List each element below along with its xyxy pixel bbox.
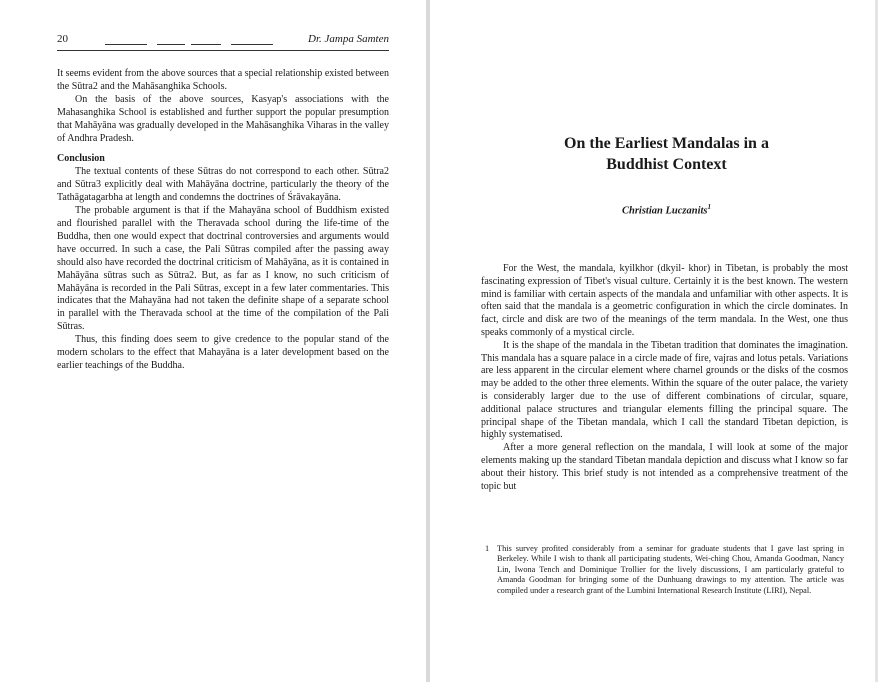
header-rule-segment [157,44,185,45]
paragraph: It is the shape of the mandala in the Tibetan tradition that dominates the imagination. This mandala has a square palace in a circle made of fire, vajras and lotus petals. Variations are less apparent in the circular element where charnel grounds or the disks of the cosmos may be added to the other three elements. Within the square of the outer palace, the variety is considerably larger due to the use of different combinations of circular, square, additional palace structures and triangular elements filling the principal square. The principal shape of the Tibetan mandala, which I call the standard Tibetan depiction, is highly systematised. [481,339,848,441]
header-rule-segment [191,44,221,45]
title-line: Buddhist Context [606,156,727,173]
author-name: Christian Luczanits [622,205,708,217]
left-page [0,0,426,682]
header-rule-segment [231,44,273,45]
article-title [488,133,845,175]
paragraph: The probable argument is that if the Mahayāna school of Buddhism existed and flourished parallel with the Theravada school during the life-time of the Buddha, then one would expect that doctrinal controversies and arguments would have occurred. In such a case, the Pali Sūtras compiled after the passing away should also have recorded the doctrinal criticism of Mahāyāna, as it is contained in Mahāyāna sūtras such as Sūtra2. But, as far as I know, no such criticism of Mahāyāna is recorded in the Pali Sūtras, except in a few later commentaries. This indicates that the Mahayāna had not taken the definite shape of a separate school in parallel with the Theravada school at the time of the compilation of the Pali Sūtras. [57,205,389,333]
paragraph: The textual contents of these Sūtras do not correspond to each other. Sūtra2 and Sūtra3 explicitly deal with Mahāyāna doctrine, particularly the theory of the Tathāgatagarbha at length and condemns the doctrines of Śrāvakayāna. [57,166,389,204]
section-heading: Conclusion [57,153,105,165]
header-divider [57,50,389,51]
article-author [488,203,845,217]
left-body-text [57,68,389,373]
right-body-text [481,263,848,493]
running-head: Dr. Jampa Samten [308,33,389,45]
paragraph: It seems evident from the above sources that a special relationship existed between the Sūtra2 and the Mahāsanghika Schools. [57,68,389,92]
paragraph: For the West, the mandala, kyilkhor (dkyil- khor) in Tibetan, is probably the most fascinating expression of Tibet's visual culture. Certainly it is the best known. The western mind is familiar with certain aspects of the mandala and unfamiliar with other aspects. It is often said that the mandala is a geometric configuration in which the circle dominates. In fact, circle and disk are two of the meanings of the term mandala. In the West, one thus speaks commonly of a mystical circle. [481,263,848,338]
paragraph: After a more general reflection on the mandala, I will look at some of the major elements making up the standard Tibetan mandala depiction and discuss what I know so far about their history. This brief study is not intended as a comprehensive treatment of the topic but [481,442,848,492]
header-rule-segment [105,44,147,45]
author-note-mark: 1 [707,203,711,211]
footnote-mark: 1 [485,544,490,553]
paragraph: On the basis of the above sources, Kasyap's associations with the Mahasanghika School is established and further support the popular presumption that Mahāyāna was gradually developed in the Mahāsanghika Viharas in the valley of Andhra Pradesh. [57,93,389,144]
left-page-header [57,33,389,49]
footnote-text: This survey profited considerably from a seminar for graduate students that I gave last spring in Berkeley. While I wish to thank all participating students, Wei-ching Chou, Amanda Goodman, Nancy Lin, Iwona Tench and Dominique Trollier for the lively discussions, I am particularly grateful to Amanda Goodman for bringing some of the Dunhuang drawings to my attention. The article was compiled under a research grant of the Lumbini International Research Institute (LIRI), Nepal. [497,544,844,595]
paragraph: Thus, this finding does seem to give credence to the popular stand of the modern scholars to the effect that Mahayāna is a later development based on the earlier teachings of the Buddha. [57,334,389,371]
title-line: On the Earliest Mandalas in a [564,135,769,152]
footnote [485,544,844,596]
page-number: 20 [57,33,68,45]
